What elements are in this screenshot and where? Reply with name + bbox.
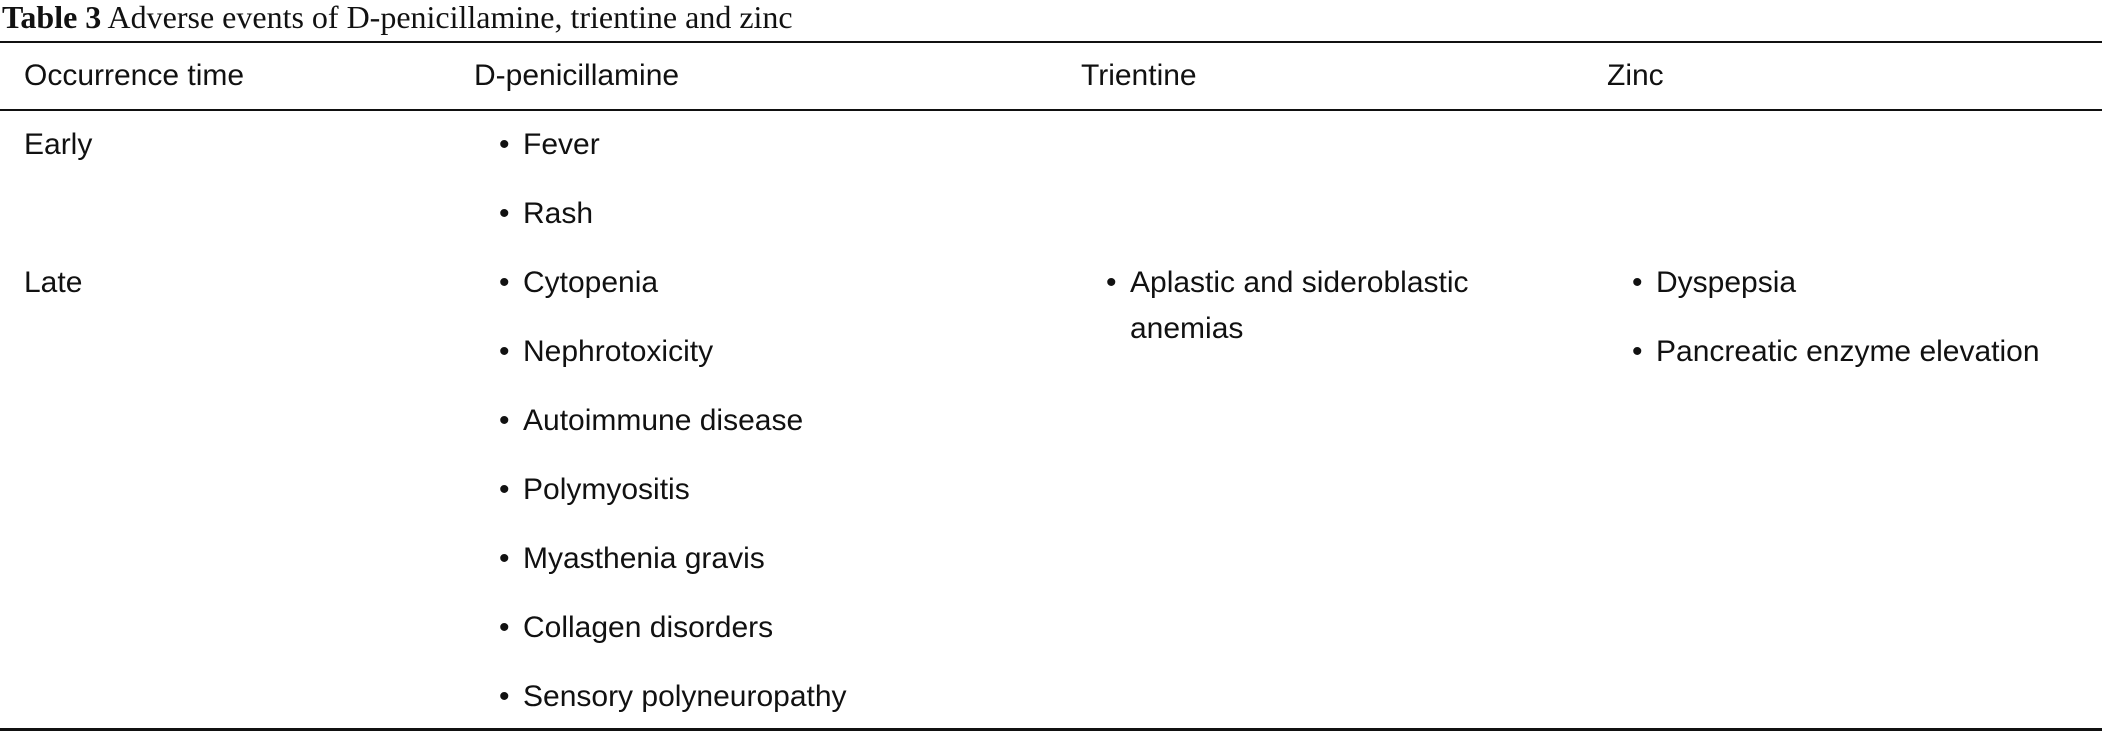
table-header-rule xyxy=(0,109,2102,111)
row-late-d-penicillamine-list xyxy=(499,260,847,743)
table-caption xyxy=(2,0,793,40)
list-item: • Myasthenia gravis xyxy=(499,536,847,582)
list-item: • Aplastic and sideroblastic anemias xyxy=(1106,260,1536,352)
list-item: • Autoimmune disease xyxy=(499,398,847,444)
header-zinc: Zinc xyxy=(1607,59,1664,92)
list-item: • Nephrotoxicity xyxy=(499,329,847,375)
row-late-trientine-list xyxy=(1106,260,1536,375)
list-item: • Cytopenia xyxy=(499,260,847,306)
list-item: • Polymyositis xyxy=(499,467,847,513)
list-item: • Collagen disorders xyxy=(499,605,847,651)
table-caption-text: Adverse events of D-penicillamine, trientine and zinc xyxy=(101,0,793,35)
list-item: • Pancreatic enzyme elevation xyxy=(1632,329,2040,375)
row-early-d-penicillamine-list xyxy=(499,122,600,260)
header-d-penicillamine: D-penicillamine xyxy=(474,59,680,92)
table-top-rule xyxy=(0,41,2102,43)
list-item: • Sensory polyneuropathy xyxy=(499,674,847,720)
header-occurrence-time: Occurrence time xyxy=(24,59,245,92)
row-late-zinc-list xyxy=(1632,260,2040,398)
list-item: • Dyspepsia xyxy=(1632,260,2040,306)
row-late-time: Late xyxy=(24,266,83,299)
header-trientine: Trientine xyxy=(1081,59,1197,92)
list-item: • Fever xyxy=(499,122,600,168)
row-early-time: Early xyxy=(24,128,93,161)
list-item: • Rash xyxy=(499,191,600,237)
table-caption-label: Table 3 xyxy=(2,0,102,35)
